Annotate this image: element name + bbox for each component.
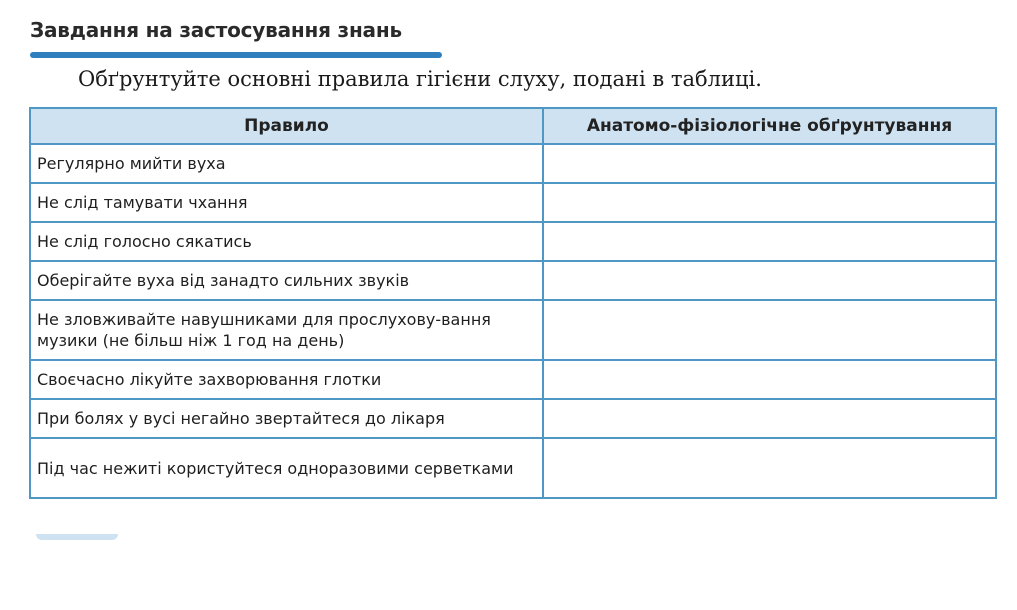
table-row — [30, 399, 996, 438]
rule-cell: При болях у вусі негайно звертайтеся до лікаря — [30, 399, 543, 438]
column-header-justification: Анатомо-фізіологічне обґрунтування — [543, 108, 996, 144]
justification-cell[interactable] — [543, 144, 996, 183]
rule-cell: Під час нежиті користуйтеся одноразовими серветками — [30, 438, 543, 498]
justification-cell[interactable] — [543, 300, 996, 360]
heading-underline — [30, 52, 442, 58]
rule-cell: Не слід тамувати чхання — [30, 183, 543, 222]
table-row — [30, 300, 996, 360]
table-row — [30, 360, 996, 399]
column-header-rule: Правило — [30, 108, 543, 144]
rule-cell: Оберігайте вуха від занадто сильних звуків — [30, 261, 543, 300]
task-instruction: Обґрунтуйте основні правила гігієни слуху, подані в таблиці. — [78, 67, 762, 91]
table-row — [30, 183, 996, 222]
table-header-row — [30, 108, 996, 144]
justification-cell[interactable] — [543, 261, 996, 300]
section-heading: Завдання на застосування знань — [30, 18, 402, 42]
section-heading-block — [30, 18, 402, 42]
page-edge-tab — [36, 534, 118, 540]
justification-cell[interactable] — [543, 399, 996, 438]
table-row — [30, 261, 996, 300]
rule-cell: Не слід голосно сякатись — [30, 222, 543, 261]
rule-cell: Не зловживайте навушниками для прослухову-вання музики (не більш ніж 1 год на день) — [30, 300, 543, 360]
hearing-hygiene-table — [29, 107, 997, 499]
justification-cell[interactable] — [543, 222, 996, 261]
rule-cell: Своєчасно лікуйте захворювання глотки — [30, 360, 543, 399]
justification-cell[interactable] — [543, 438, 996, 498]
rule-cell: Регулярно мийти вуха — [30, 144, 543, 183]
table-row — [30, 438, 996, 498]
justification-cell[interactable] — [543, 183, 996, 222]
table-row — [30, 222, 996, 261]
justification-cell[interactable] — [543, 360, 996, 399]
table-row — [30, 144, 996, 183]
